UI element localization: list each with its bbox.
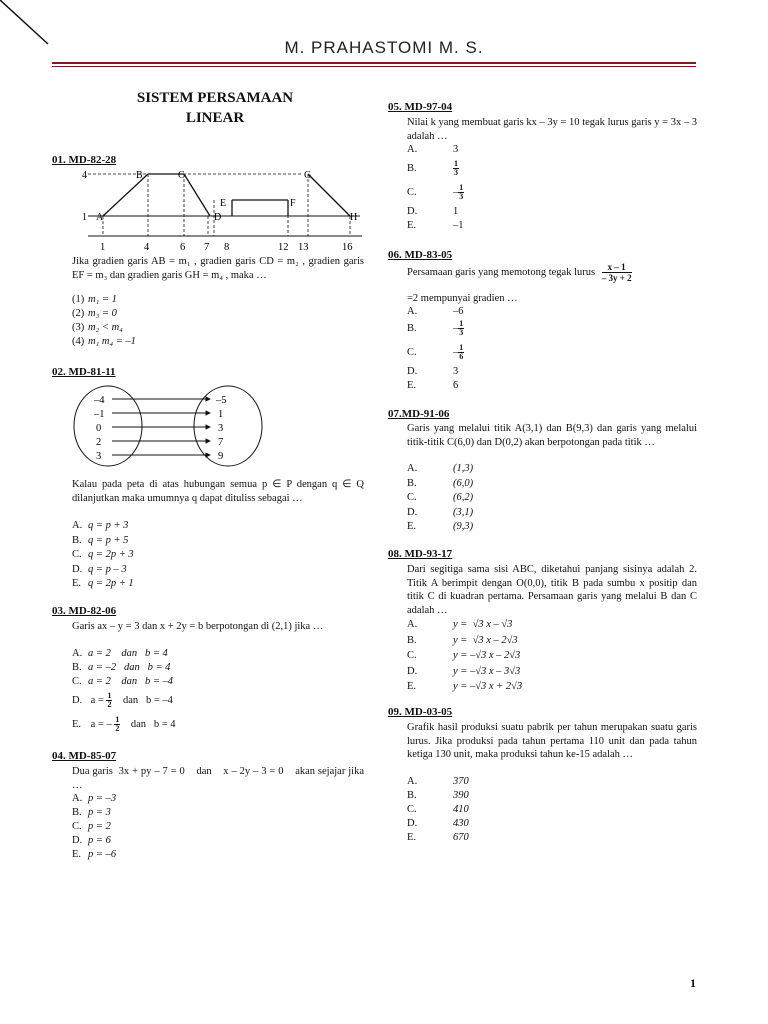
q1-option-4[interactable]: (4) m₁ m₄ = –1 <box>72 336 136 347</box>
q6-heading: 06. MD-83-05 <box>388 249 453 261</box>
q9-question: Grafik hasil produksi suatu pabrik per tahun merupakan suatu garis lurus. Jika produksi pada tahun pertama 110 unit dan pada tahun ketiga 130 unit, maka produksi tahun ke-15 adalah … <box>407 722 697 760</box>
q1-xtick-13: 13 <box>298 242 309 253</box>
q2-option-1[interactable]: A. q = p + 3 <box>72 520 129 531</box>
q2-domain-4: 3 <box>96 451 102 462</box>
q1-point-f: F <box>290 198 296 209</box>
q4-option-3[interactable]: C. p = 2 <box>72 821 111 832</box>
q1-point-e: E <box>220 198 227 209</box>
q1-option-2[interactable]: (2) m₃ = 0 <box>72 308 117 319</box>
q8-option-1[interactable]: A. y = √3 x – √3 <box>407 619 513 630</box>
page-title <box>110 88 320 128</box>
q7-option-4[interactable]: D. (3,1) <box>407 506 474 518</box>
q6-question-fraction: $\frac{x - 1}{- 3y + 2}$ <box>601 262 632 283</box>
q4-option-5[interactable]: E. p = –6 <box>72 849 117 860</box>
q1-xtick-12: 12 <box>278 242 289 253</box>
q2-domain-set <box>74 386 142 466</box>
q3-option-2[interactable]: B. a = –2 dan b = 4 <box>72 662 171 673</box>
q9-option-3[interactable]: C. 410 <box>407 804 469 815</box>
q2-option-5[interactable]: E. q = 2p + 1 <box>72 578 134 589</box>
header-author-name: M. PRAHASTOMI M. S. <box>284 38 484 57</box>
q1-xtick-6: 6 <box>180 242 186 253</box>
q6-option-a[interactable]: A. –6 <box>407 306 464 317</box>
q3-option-3[interactable]: C. a = 2 dan b = –4 <box>72 676 174 687</box>
q4-option-4[interactable]: D. p = 6 <box>72 835 111 846</box>
q3-option-e[interactable]: E. a = – $\frac{1}{2}$ dan b = 4 <box>72 715 176 733</box>
page-number: 1 <box>690 976 696 990</box>
q2-codomain-4: 9 <box>218 451 224 462</box>
q4-question: Dua garis 3x + py – 7 = 0 dan x – 2y – 3 = 0 akan sejajar jika … <box>72 766 367 791</box>
q1-point-g: G <box>304 170 312 181</box>
q1-graph <box>52 166 364 256</box>
q7-heading: 07.MD-91-06 <box>388 408 450 420</box>
q8-heading: 08. MD-93-17 <box>388 548 453 560</box>
q2-domain-1: –1 <box>94 409 105 420</box>
q5-option-c[interactable]: C. – $\frac{1}{3}$ <box>407 183 464 201</box>
q1-xtick-8: 8 <box>224 242 230 253</box>
q8-option-5[interactable]: E. y = –√3 x + 2√3 <box>407 681 523 692</box>
title-line-2: LINEAR <box>185 110 245 126</box>
q4-option-1[interactable]: A. p = –3 <box>72 793 117 804</box>
q7-option-5[interactable]: E. (9,3) <box>407 521 474 532</box>
q1-xtick-4: 4 <box>144 242 150 253</box>
q2-domain-0: –4 <box>94 395 105 406</box>
q1-ytick-1: 1 <box>82 212 87 223</box>
q2-codomain-2: 3 <box>218 423 224 434</box>
q1-option-3[interactable]: (3) m₂ < m₄ <box>72 322 123 333</box>
q1-point-h: H <box>350 212 358 223</box>
q6-question-line1: Persamaan garis yang memotong tegak lurus $\frac{x - 1}{- 3y + 2}$ <box>407 262 632 283</box>
q1-point-b: B <box>136 170 143 181</box>
q3-option-e-fraction: $\frac{1}{2}$ <box>115 715 120 733</box>
q4-option-2[interactable]: B. p = 3 <box>72 807 111 818</box>
q6-question-line2: =2 mempunyai gradien … <box>407 293 518 304</box>
q1-xtick-16: 16 <box>342 242 353 253</box>
header-rule-thin <box>52 66 696 67</box>
q5-heading: 05. MD-97-04 <box>388 101 453 113</box>
q9-heading: 09. MD-03-05 <box>388 706 453 718</box>
q2-codomain-set <box>194 386 262 466</box>
q6-option-b[interactable]: B. – $\frac{1}{3}$ <box>407 319 464 337</box>
q6-option-c[interactable]: C. – $\frac{1}{6}$ <box>407 343 464 361</box>
q6-option-d[interactable]: D. 3 <box>407 366 459 377</box>
q2-option-3[interactable]: C. q = 2p + 3 <box>72 549 134 560</box>
q6-option-b-fraction: $\frac{1}{3}$ <box>459 319 464 337</box>
q1-point-d: D <box>214 212 222 223</box>
q1-point-c: C <box>178 170 185 181</box>
q4-heading: 04. MD-85-07 <box>52 750 117 762</box>
q1-point-a: A <box>96 212 104 223</box>
q2-codomain-1: 1 <box>218 409 224 420</box>
q7-option-3[interactable]: C. (6,2) <box>407 492 474 503</box>
q2-option-2[interactable]: B. q = p + 5 <box>72 534 129 546</box>
q8-option-4[interactable]: D. y = –√3 x – 3√3 <box>407 665 521 677</box>
q2-codomain-0: –5 <box>216 395 227 406</box>
q1-xtick-1: 1 <box>100 242 106 253</box>
q7-question: Garis yang melalui titik A(3,1) dan B(9,3) dan garis yang melalui titik-titik C(6,0) dan D(0,2) akan berpotongan pada titik … <box>407 423 697 448</box>
q2-domain-2: 0 <box>96 423 102 434</box>
q1-option-1[interactable]: (1) m₁ = 1 <box>72 294 117 305</box>
q8-option-3[interactable]: C. y = –√3 x – 2√3 <box>407 650 521 661</box>
q5-option-b[interactable]: B. $\frac{1}{3}$ <box>407 159 458 177</box>
q2-mapping-diagram <box>72 382 272 472</box>
q9-option-2[interactable]: B. 390 <box>407 790 469 801</box>
q2-heading: 02. MD-81-11 <box>52 366 116 378</box>
q9-option-5[interactable]: E. 670 <box>407 832 469 843</box>
q2-codomain-3: 7 <box>218 437 224 448</box>
q3-option-1[interactable]: A. a = 2 dan b = 4 <box>72 648 168 659</box>
q3-question: Garis ax – y = 3 dan x + 2y = b berpotongan di (2,1) jika … <box>72 621 324 632</box>
q1-segment-cd <box>184 174 210 216</box>
q5-option-e[interactable]: E. –1 <box>407 220 464 231</box>
q8-question: Dari segitiga sama sisi ABC, diketahui panjang sisinya adalah 2. Titik A berimpit dengan O(0,0), titik B pada sumbu x positip dan titik C di kuadran pertama. Persamaan garis yang melalui B dan C adalah … <box>407 564 697 616</box>
q5-question: Nilai k yang membuat garis kx – 3y = 10 tegak lurus garis y = 3x – 3 adalah … <box>407 117 697 142</box>
q1-heading: 01. MD-82-28 <box>52 154 117 166</box>
q3-option-d-fraction: $\frac{1}{2}$ <box>107 691 112 709</box>
q5-option-d[interactable]: D. 1 <box>407 206 459 217</box>
q1-segment-gh <box>308 174 350 216</box>
q9-option-4[interactable]: D. 430 <box>407 818 469 829</box>
q1-ytick-4: 4 <box>82 170 87 181</box>
title-line-1: SISTEM PERSAMAAN <box>136 90 294 106</box>
q5-option-a[interactable]: A. 3 <box>407 144 459 155</box>
q5-option-b-fraction: $\frac{1}{3}$ <box>454 159 458 177</box>
header-rule <box>52 62 696 64</box>
q7-option-1[interactable]: A. (1,3) <box>407 463 474 474</box>
q2-domain-3: 2 <box>96 437 102 448</box>
q3-heading: 03. MD-82-06 <box>52 605 117 617</box>
q6-option-c-fraction: $\frac{1}{6}$ <box>459 343 464 361</box>
q1-xtick-7: 7 <box>204 242 210 253</box>
q8-option-2[interactable]: B. y = √3 x – 2√3 <box>407 634 518 646</box>
q3-option-d[interactable]: D. a = $\frac{1}{2}$ dan b = –4 <box>72 691 173 709</box>
q7-option-2[interactable]: B. (6,0) <box>407 477 474 489</box>
q2-question: Kalau pada peta di atas hubungan semua p ∈ P dengan q ∈ Q dilanjutkan maka umumnya q dapat dituliss sebagai … <box>72 479 364 504</box>
q2-option-4[interactable]: D. q = p – 3 <box>72 563 127 575</box>
q5-option-c-fraction: $\frac{1}{3}$ <box>459 183 464 201</box>
q1-question: Jika gradien garis AB = m₁ , gradien garis CD = m₂ , gradien garis EF = m₃ dan gradien garis GH = m₄ , maka … <box>72 256 364 281</box>
q9-option-1[interactable]: A. 370 <box>407 776 469 787</box>
q6-option-e[interactable]: E. 6 <box>407 380 459 391</box>
